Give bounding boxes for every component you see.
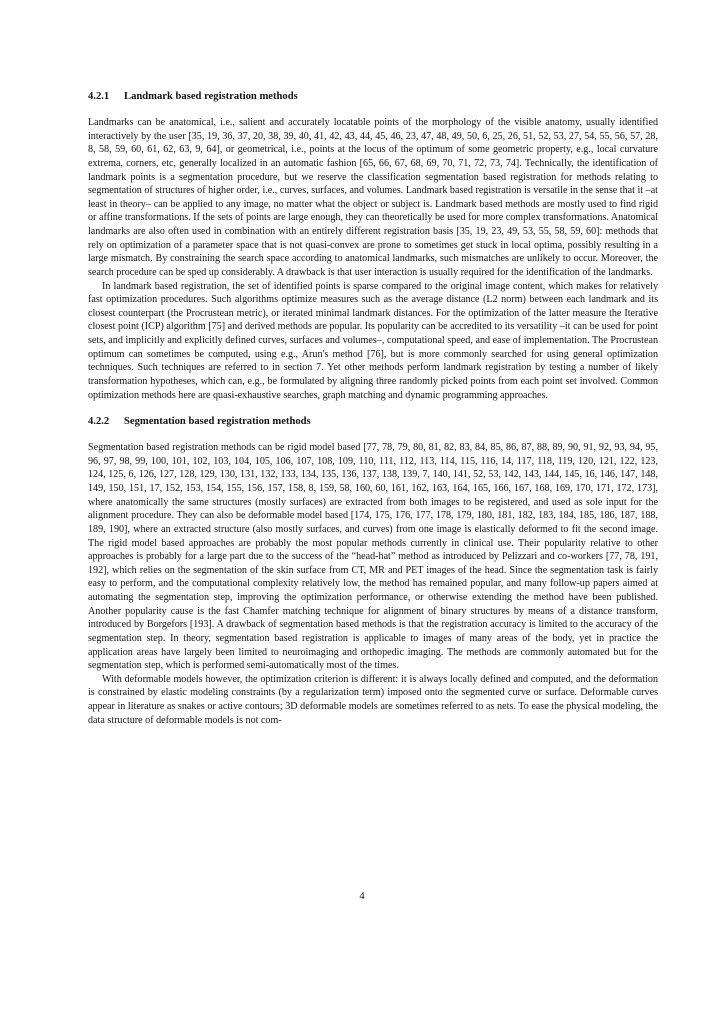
section-title: Segmentation based registration methods — [124, 416, 311, 428]
section-heading-landmark — [88, 90, 658, 104]
section-number: 4.2.2 — [88, 416, 110, 428]
section-number: 4.2.1 — [88, 91, 110, 102]
section-heading-segmentation — [88, 415, 658, 429]
page-number: 4 — [359, 891, 365, 902]
paragraph-segmentation-intro: Segmentation based registration methods can be rigid model based [77, 78, 79, 80, 81, 82, 83, 84, 85, 86, 87, 88, 89, 90, 91, 92, 93, 94, 95, 96, 97, 98, 99, 100, 101, 102, 103, 104, 105, 106, 107, 108, 109, 110, 111, 112, 113, 114, 115, 116, 14, 117, 118, 119, 120, 121, 122, 123, 124, 125, 6, 126, 127, 128, 129, 130, 131, 132, 133, 134, 135, 136, 137, 138, 139, 7, 140, 141, 52, 53, 142, 143, 144, 145, 16, 146, 147, 148, 149, 150, 151, 17, 152, 153, 154, 155, 156, 157, 158, 8, 159, 58, 160, 60, 161, 162, 163, 164, 165, 166, 167, 168, 169, 170, 171, 172, 173], where anatomically the same structures (mostly surfaces) are extracted from both images to be registered, and used as sole input for the alignment procedure. They can also be deformable model based [174, 175, 176, 177, 178, 179, 180, 181, 182, 183, 184, 185, 186, 187, 188, 189, 190], where an extracted structure (also mostly surfaces, and curves) from one image is elastically deformed to fit the second image. The rigid model based approaches are probably the most popular methods currently in clinical use. Their popularity relative to other approaches is probably for a large part due to the success of the “head-hat” method as introduced by Pelizzari and co-workers [77, 78, 191, 192], which relies on the segmentation of the skin surface from CT, MR and PET images of the head. Since the segmentation task is fairly easy to perform, and the computational complexity relatively low, the method has remained popular, and many follow-up papers aimed at automating the segmentation step, improving the optimization performance, or otherwise extending the method have been published. Another popularity cause is the fast Chamfer matching technique for alignment of binary structures by means of a distance transform, introduced by Borgefors [193]. A drawback of segmentation based methods is that the registration accuracy is limited to the accuracy of the segmentation step. In theory, segmentation based registration is applicable to images of many areas of the body, yet in practice the application areas have largely been limited to neuroimaging and orthopedic imaging. The methods are commonly automated but for the segmentation step, which is performed semi-automatically most of the times. — [88, 442, 658, 672]
paragraph-landmark-intro: Landmarks can be anatomical, i.e., salient and accurately locatable points of the morphology of the visible anatomy, usually identified interactively by the user [35, 19, 36, 37, 20, 38, 39, 40, 41, 42, 43, 44, 45, 46, 23, 47, 48, 49, 50, 6, 25, 26, 51, 52, 53, 27, 54, 55, 56, 57, 28, 8, 58, 59, 60, 61, 62, 63, 9, 64], or geometrical, i.e., points at the locus of the optimum of some geometric property, e.g., local curvature extrema, corners, etc, generally localized in an automatic fashion [65, 66, 67, 68, 69, 70, 71, 72, 73, 74]. Technically, the identification of landmark points is a segmentation procedure, but we reserve the classification segmentation based registration for methods relating to segmentation of structures of higher order, i.e., curves, surfaces, and volumes. Landmark based registration is versatile in the sense that it –at least in theory– can be applied to any image, no matter what the object or subject is. Landmark based methods are mostly used to find rigid or affine transformations. If the sets of points are large enough, they can theoretically be used for more complex transformations. Anatomical landmarks are also often used in combination with an entirely different registration basis [35, 19, 23, 49, 53, 55, 58, 59, 60]: methods that rely on optimization of a parameter space that is not quasi-convex are prone to sometimes get stuck in local optima, possibly resulting in a large mismatch. By constraining the search space according to anatomical landmarks, such mismatches are unlikely to occur. Moreover, the search procedure can be sped up considerably. A drawback is that user interaction is usually required for the identification of the landmarks. — [88, 117, 658, 278]
paragraph-deformable-models: With deformable models however, the optimization criterion is different: it is always locally defined and computed, and the deformation is constrained by elastic modeling constraints (by a regularization term) imposed onto the segmented curve or surface. Deformable curves appear in literature as snakes or active contours; 3D deformable models are sometimes referred to as nets. To ease the physical modeling, the data structure of deformable models is not com- — [88, 673, 658, 726]
paper-page — [88, 90, 658, 727]
paragraph-landmark-optimization: In landmark based registration, the set of identified points is sparse compared to the original image content, which makes for relatively fast optimization procedures. Such algorithms optimize measures such as the average distance (L2 norm) between each landmark and its closest counterpart (the Procrustean metric), or iterated minimal landmark distances. For the optimization of the latter measure the Iterative closest point (ICP) algorithm [75] and derived methods are popular. Its popularity can be accredited to its versatility –it can be used for point sets, and implicitly and explicitly defined curves, surfaces and volumes–, computational speed, and ease of implementation. The Procrustean optimum can sometimes be computed, using e.g., Arun's method [76], but is more commonly searched for using general optimization techniques. Such techniques are referred to in section 7. Yet other methods perform landmark registration by testing a number of likely transformation hypotheses, which can, e.g., be formulated by aligning three randomly picked points from each point set involved. Common optimization methods here are quasi-exhaustive searches, graph matching and dynamic programming approaches. — [88, 280, 658, 401]
section-title: Landmark based registration methods — [124, 91, 298, 102]
